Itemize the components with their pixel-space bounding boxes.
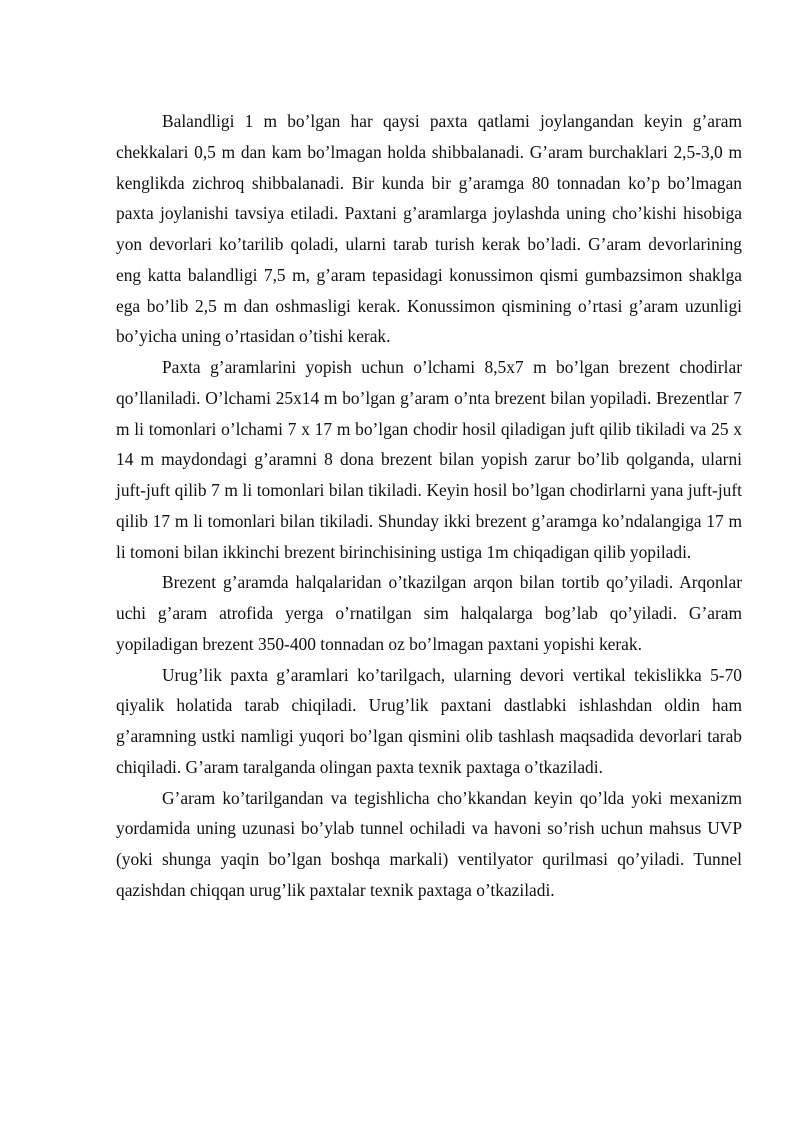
paragraph-1: Balandligi 1 m bo’lgan har qaysi paxta qatlami joylangandan keyin g’aram chekkalari 0,5 m dan kam bo’lmagan holda shibbalanadi. G’aram burchaklari 2,5-3,0 m kenglikda zichroq shibbalanadi. Bir kunda bir g’aramga 80 tonnadan ko’p bo’lmagan paxta joylanishi tavsiya etiladi. Paxtani g’aramlarga joylashda uning cho’kishi hisobiga yon devorlari ko’tarilib qoladi, ularni tarab turish kerak bo’ladi. G’aram devorlarining eng katta balandligi 7,5 m, g’aram tepasidagi konussimon qismi gumbazsimon shaklga ega bo’lib 2,5 m dan oshmasligi kerak. Konussimon qismining o’rtasi g’aram uzunligi bo’yicha uning o’rtasidan o’tishi kerak. [116,111,742,347]
document-body [116,106,742,906]
paragraph-2: Paxta g’aramlarini yopish uchun o’lchami 8,5x7 m bo’lgan brezent chodirlar qo’llaniladi. O’lchami 25x14 m bo’lgan g’aram o’nta brezent bilan yopiladi. Brezentlar 7 m li tomonlari o’lchami 7 x 17 m bo’lgan chodir hosil qiladigan juft qilib tikiladi va 25 x 14 m maydondagi g’aramni 8 dona brezent bilan yopish zarur bo’lib qolganda, ularni juft-juft qilib 7 m li tomonlari bilan tikiladi. Keyin hosil bo’lgan chodirlarni yana juft-juft qilib 17 m li tomonlari bilan tikiladi. Shunday ikki brezent g’aramga ko’ndalangiga 17 m li tomoni bilan ikkinchi brezent birinchisining ustiga 1m chiqadigan qilib yopiladi. [116,357,742,562]
paragraph-3: Brezent g’aramda halqalaridan o’tkazilgan arqon bilan tortib qo’yiladi. Arqonlar uchi g’aram atrofida yerga o’rnatilgan sim halqalarga bog’lab qo’yiladi. G’aram yopiladigan brezent 350-400 tonnadan oz bo’lmagan paxtani yopishi kerak. [116,572,742,654]
paragraph-5: G’aram ko’tarilgandan va tegishlicha cho’kkandan keyin qo’lda yoki mexanizm yordamida uning uzunasi bo’ylab tunnel ochiladi va havoni so’rish uchun mahsus UVP (yoki shunga yaqin bo’lgan boshqa markali) ventilyator qurilmasi qo’yiladi. Tunnel qazishdan chiqqan urug’lik paxtalar texnik paxtaga o’tkaziladi. [116,787,742,900]
paragraph-4: Urug’lik paxta g’aramlari ko’tarilgach, ularning devori vertikal tekislikka 5-70 qiyalik holatida tarab chiqiladi. Urug’lik paxtani dastlabki ishlashdan oldin ham g’aramning ustki namligi yuqori bo’lgan qismini olib tashlash maqsadida devorlari tarab chiqiladi. G’aram taralganda olingan paxta texnik paxtaga o’tkaziladi. [116,664,742,777]
